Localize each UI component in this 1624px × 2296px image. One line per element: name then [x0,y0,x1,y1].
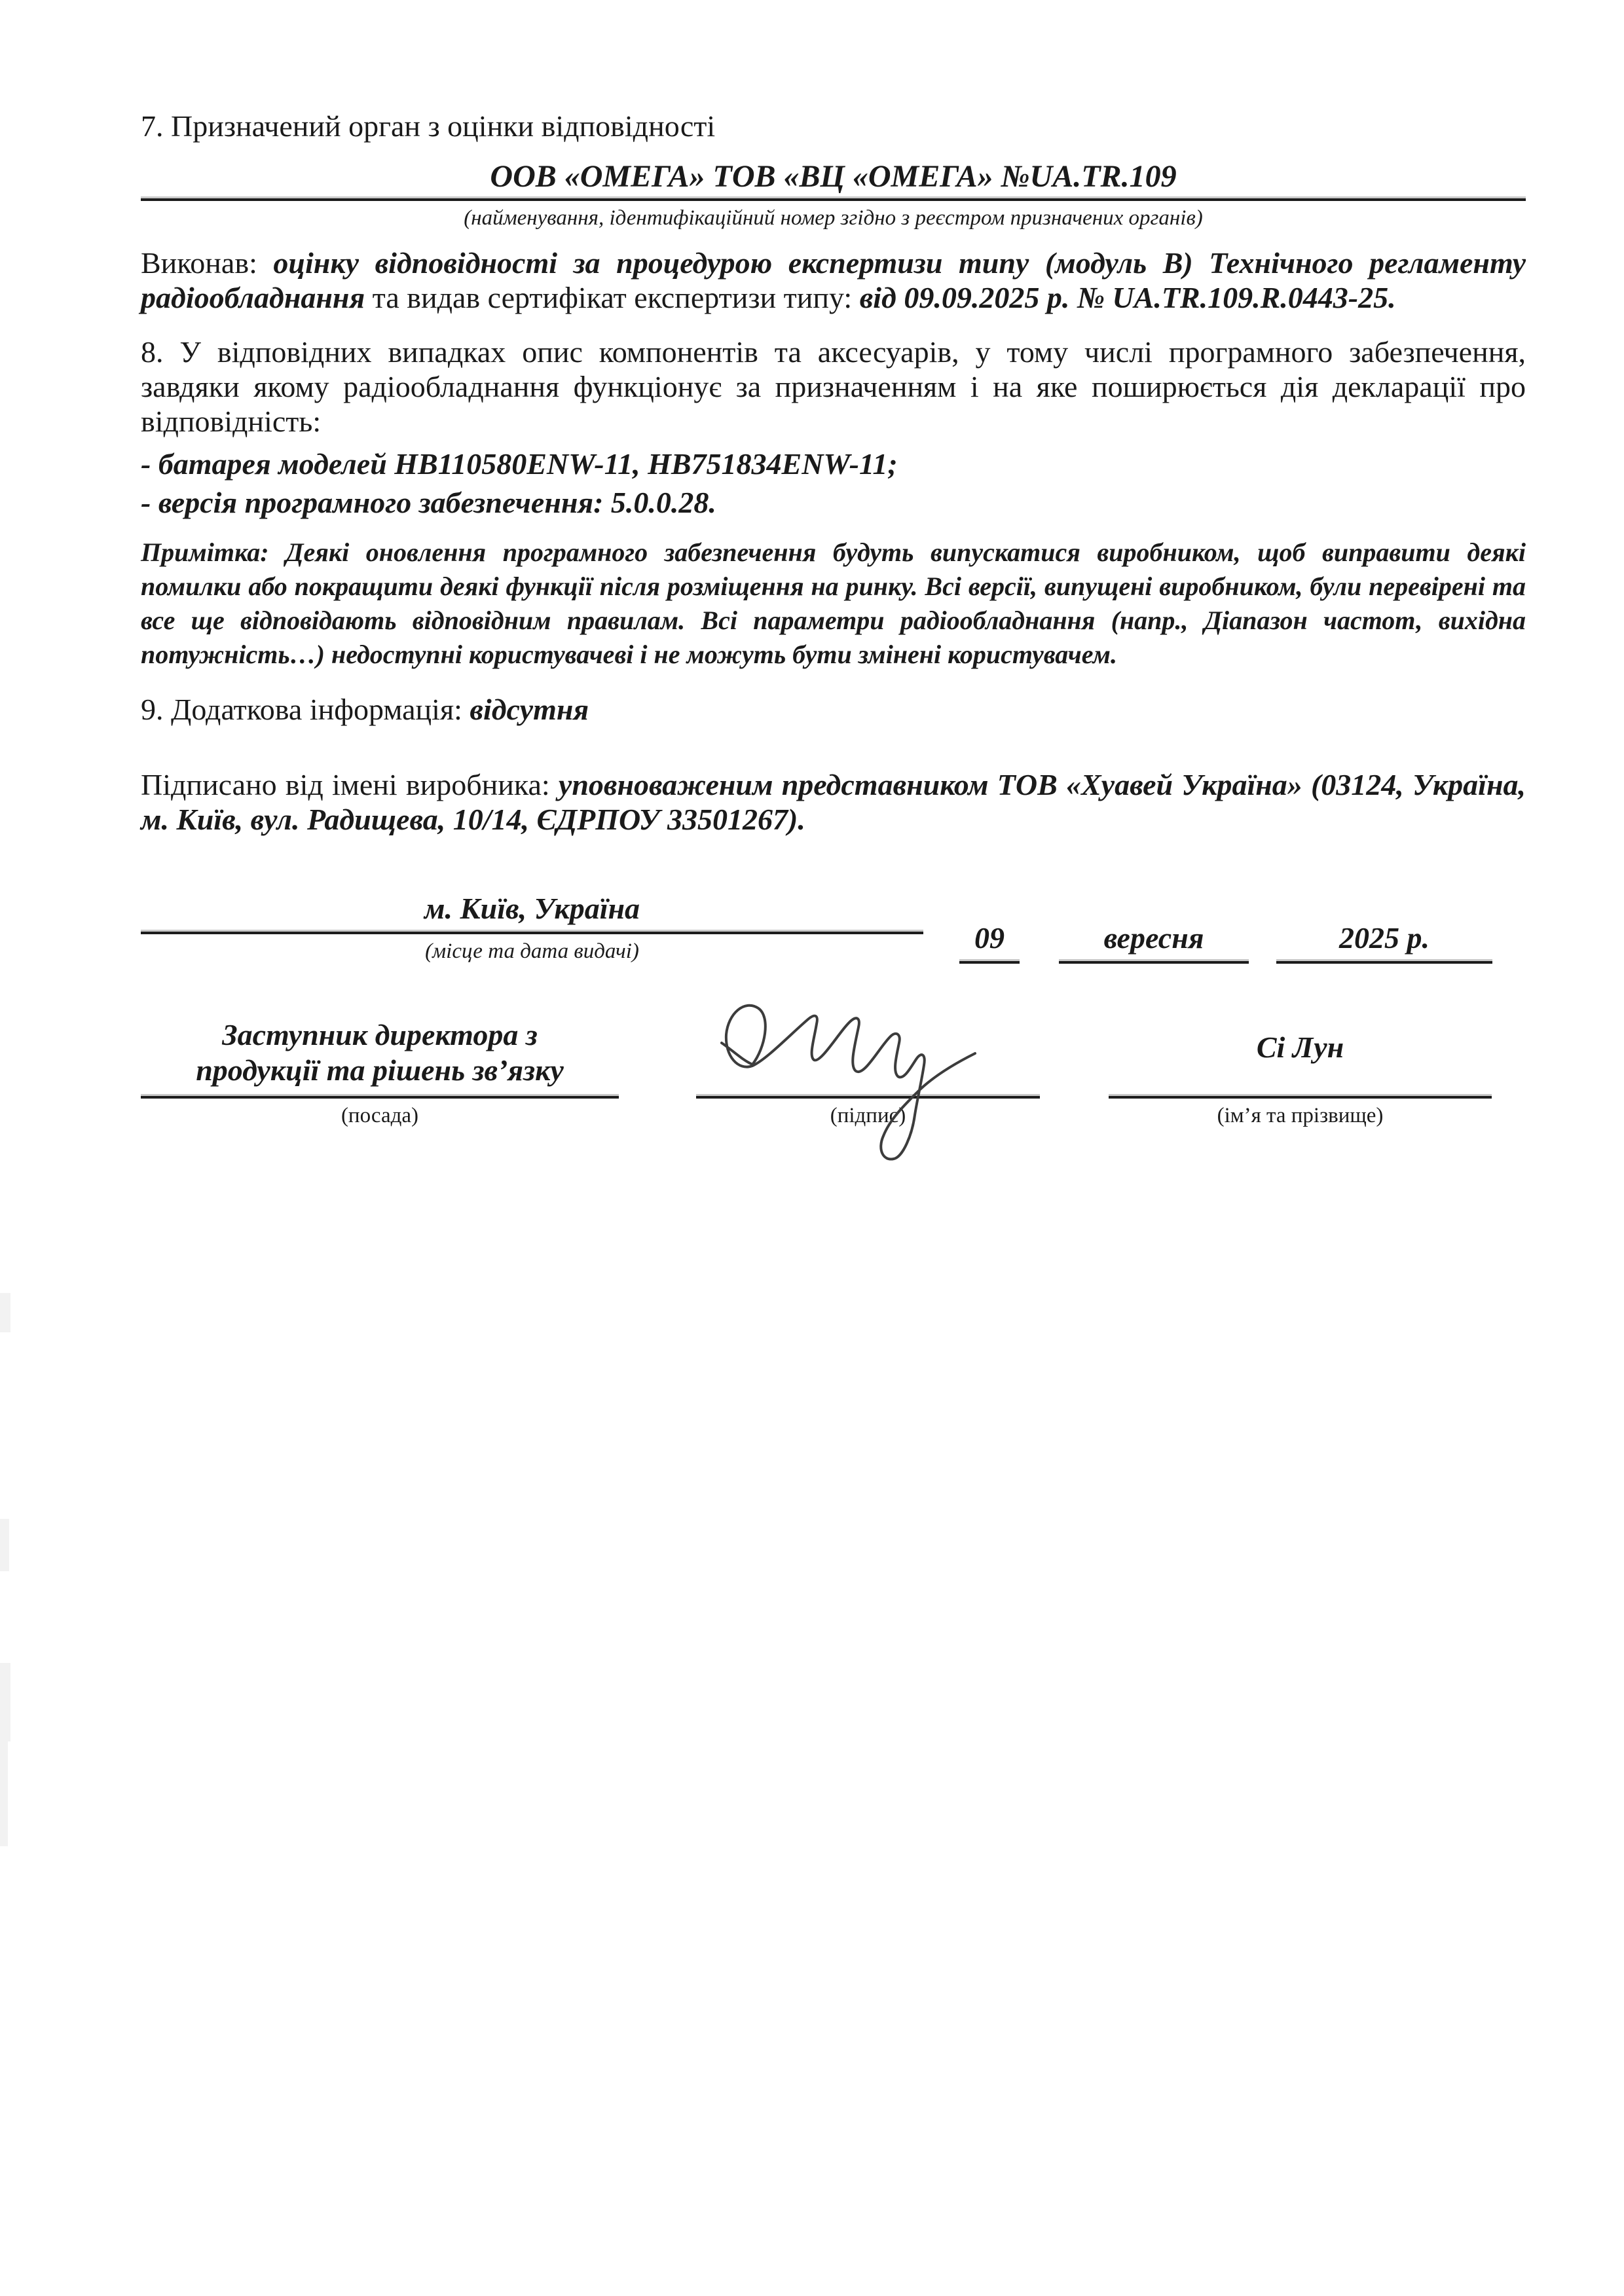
signer-name: Сі Лун [1256,1030,1344,1065]
position-caption: (посада) [341,1104,419,1128]
list-item-software: - версія програмного забезпечення: 5.0.0.28. [141,486,716,520]
position-line [141,1096,619,1099]
issue-place: м. Київ, Україна [424,891,640,925]
issue-date-row [141,892,1526,964]
name-caption: (ім’я та прізвище) [1217,1104,1384,1128]
performed-middle: та видав сертифікат експертизи типу: [365,280,860,314]
scan-artifact [0,1293,10,1332]
issue-month: вересня [1103,920,1204,955]
section9-label: 9. Додаткова інформація: [141,693,470,727]
position-text-area [141,994,619,1092]
issue-month-line [1059,961,1249,964]
performed-label: Виконав: [141,246,274,280]
name-column [1109,994,1492,1128]
list-item-battery: - батарея моделей HB110580ENW-11, HB751834ENW-11; [141,447,898,481]
issue-year-field [1276,922,1492,964]
signing-label: Підписано від імені виробника: [141,768,559,802]
signature-line [696,1096,1040,1099]
issue-place-field [141,892,923,964]
issue-year: 2025 р. [1339,920,1430,955]
signature-caption: (підпис) [830,1104,906,1128]
issue-day-line [959,961,1020,964]
signing-value: уповноваженим представником ТОВ «Хуавей Україна» (03124, Україна, м. Київ, вул. Радищева, 10/14, ЄДРПОУ 33501267). [141,768,1526,836]
signing-paragraph [141,768,1526,837]
scan-artifact [0,1519,9,1571]
issue-month-field [1059,922,1249,964]
position-column [141,994,619,1128]
performed-emphasis-2: від 09.09.2025 р. № UA.TR.109.R.0443-25. [859,280,1396,314]
section8-items [141,445,1526,522]
position-line-2: продукції та рішень зв’язку [196,1053,564,1087]
issue-place-caption: (місце та дата видачі) [425,939,639,964]
name-text-area [1109,994,1492,1092]
notified-body-caption: (найменування, ідентифікаційний номер згідно з реєстром призначених органів) [464,206,1203,230]
scan-artifact [0,1728,8,1846]
issue-day: 09 [974,920,1005,955]
position-line-1: Заступник директора з [222,1017,538,1051]
name-line [1109,1096,1492,1099]
notified-body-name: ООВ «ОМЕГА» ТОВ «ВЦ «ОМЕГА» №UA.TR.109 [490,159,1177,194]
signer-position [196,1017,564,1093]
issue-day-field [959,922,1020,964]
note-paragraph: Примітка: Деякі оновлення програмного забезпечення будуть випускатися виробником, щоб виправити деякі помилки або покращити деякі функції після розміщення на ринку. Всі версії, випущені виробником, були перевірені та все ще відповідають відповідним правилам. Всі параметри радіообладнання (напр., Діапазон частот, вихідна потужність…) недоступні користувачеві і не можуть бути змінені користувачем. [141,538,1526,670]
section9-line [141,693,1526,727]
document-content [141,108,1526,1128]
performed-paragraph [141,246,1526,316]
section7-heading: 7. Призначений орган з оцінки відповідності [141,109,716,143]
signature-column [696,994,1040,1128]
divider-line [141,198,1526,201]
section8-paragraph: 8. У відповідних випадках опис компонентів та аксесуарів, у тому числі програмного забезпечення, завдяки якому радіообладнання функціонує за призначенням і на яке поширюється дія декларації про відповідність: [141,335,1526,438]
issue-year-line [1276,961,1492,964]
issue-place-line [141,932,923,934]
performed-emphasis-1: оцінку відповідності за процедурою експертизи типу (модуль В) Технічного регламенту радіообладнання [141,246,1526,314]
signature-row [141,994,1526,1128]
signature-space [696,994,1040,1092]
section9-value: відсутня [470,693,589,727]
